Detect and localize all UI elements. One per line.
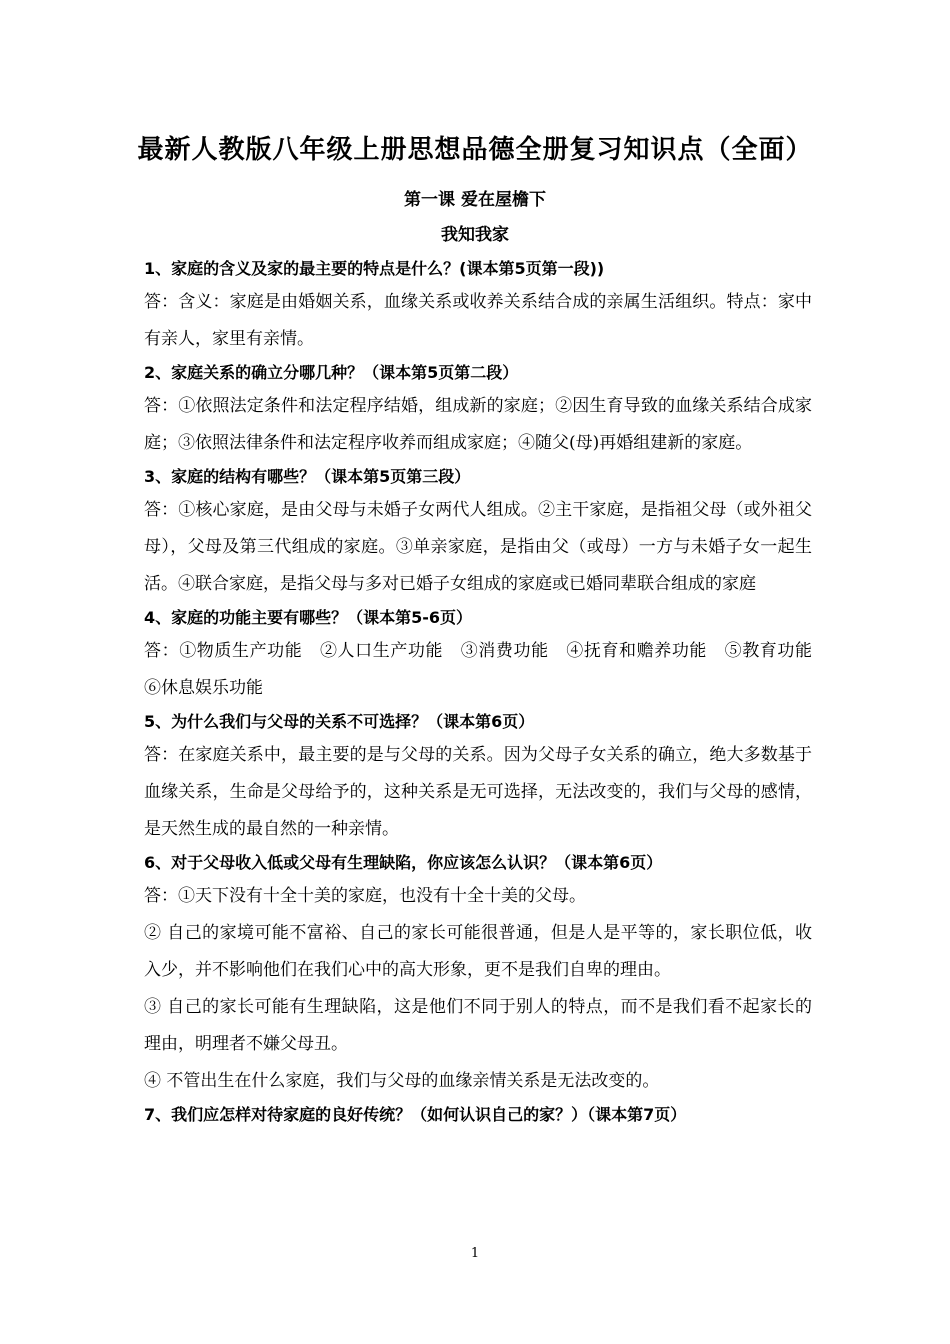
section-heading: 我知我家: [441, 225, 509, 245]
answer-paragraph: 答：含义：家庭是由婚姻关系，血缘关系或收养关系结合成的亲属生活组织。特点：家中有亲人，家里有亲情。: [144, 292, 812, 349]
answer-paragraph: 答：①天下没有十全十美的家庭，也没有十全十美的父母。: [144, 886, 586, 906]
question-7: 7、我们应怎样对待家庭的良好传统？（如何认识自己的家？）（课本第7页）: [144, 1105, 687, 1124]
answer-paragraph: ④ 不管出生在什么家庭，我们与父母的血缘亲情关系是无法改变的。: [144, 1071, 660, 1091]
answer-paragraph: 答：①依照法定条件和法定程序结婚，组成新的家庭；②因生育导致的血缘关系结合成家庭；③依照法律条件和法定程序收养而组成家庭；④随父(母)再婚组建新的家庭。: [144, 396, 812, 453]
answer-5: [144, 737, 812, 848]
answer-2: [144, 388, 812, 462]
page-number: 1: [470, 1246, 480, 1261]
answer-paragraph: ② 自己的家境可能不富裕、自己的家长可能很普通，但是人是平等的，家长职位低，收入少，并不影响他们在我们心中的高大形象，更不是我们自卑的理由。: [144, 923, 812, 980]
answer-paragraph: 答：在家庭关系中，最主要的是与父母的关系。因为父母子女关系的确立，绝大多数基于血缘关系，生命是父母给予的，这种关系是无可选择，无法改变的，我们与父母的感情，是天然生成的最自然的一种亲情。: [144, 745, 812, 839]
question-6: 6、对于父母收入低或父母有生理缺陷，你应该怎么认识？（课本第6页）: [144, 853, 663, 872]
qa-list: [144, 256, 829, 1130]
answer-1: [144, 284, 812, 358]
question-2: 2、家庭关系的确立分哪几种？（课本第5页第二段）: [144, 363, 519, 382]
answer-paragraph: 答：①物质生产功能 ②人口生产功能 ③消费功能 ④抚育和赡养功能 ⑤教育功能 ⑥休息娱乐功能: [144, 641, 829, 698]
answer-3: [144, 492, 812, 603]
answer-4: [144, 633, 829, 707]
answer-paragraph: 答：①核心家庭，是由父母与未婚子女两代人组成。②主干家庭，是指祖父母（或外祖父母），父母及第三代组成的家庭。③单亲家庭，是指由父（或母）一方与未婚子女一起生活。④联合家庭，是指父母与多对已婚子女组成的家庭或已婚同辈联合组成的家庭: [144, 500, 812, 594]
question-3: 3、家庭的结构有哪些？（课本第5页第三段）: [144, 467, 471, 486]
document-title: 最新人教版八年级上册思想品德全册复习知识点（全面）: [137, 135, 813, 165]
question-1: 1、家庭的含义及家的最主要的特点是什么？(课本第5页第一段)): [144, 259, 605, 278]
lesson-heading: 第一课 爱在屋檐下: [404, 190, 546, 210]
answer-paragraph: ③ 自己的家长可能有生理缺陷，这是他们不同于别人的特点，而不是我们看不起家长的理由，明理者不嫌父母丑。: [144, 997, 812, 1054]
answer-6: [144, 878, 812, 1100]
question-5: 5、为什么我们与父母的关系不可选择？（课本第6页）: [144, 712, 535, 731]
question-4: 4、家庭的功能主要有哪些？（课本第5-6页）: [144, 608, 473, 627]
